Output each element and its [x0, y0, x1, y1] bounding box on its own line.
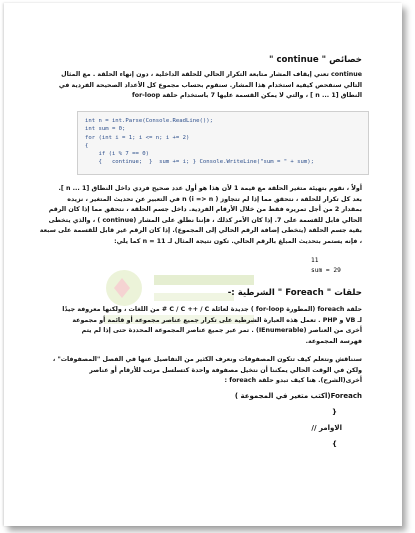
code-line: { [85, 142, 89, 149]
text-line: لـ VB و PHP . تعمل هذه العبارة الشرطية على تكرار جميع عناصر مجموعة أو قائمة أو مجموعة [72, 316, 362, 324]
document-page [4, 3, 402, 526]
paragraph-foreach-intro [34, 305, 362, 347]
text-line: التالي سنفحص كيفية استخدام هذا المشار. سنقوم بحساب مجموع كل الأعداد الصحيحة الفردية في [58, 81, 362, 89]
paragraph-arrays [34, 355, 362, 387]
text-line: أخرى(الشرح). هنا كيف تبدو حلقة foreach : [224, 377, 362, 385]
code-line: int sum = 0; [85, 126, 126, 133]
code-line: for (int i = 1; i <= n; i += 2) [85, 134, 190, 141]
code-line: int n = int.Parse(Console.ReadLine()); [85, 118, 213, 124]
text-line: حلقة foreach (المطورة for-loop ) جديدة لعائلة C / C ++ / C # من اللغات ، ولكنها معروفة جيدًا [62, 306, 362, 313]
section-title-foreach: حلقات " Foreach " الشرطية :- [227, 288, 362, 298]
text-line: أخرى من العناصر (IEnumerable) . تمر عبر جميع عناصر المجموعة المحددة حتى إذا لم يتم [81, 327, 362, 335]
code-line: if (i % 7 == 0) [85, 151, 149, 158]
code-line: { continue; } sum += i; } Console.WriteLine("sum = " + sum); [85, 159, 315, 166]
text-line: بعد كل تكرار للحلقة ، نتحقق مما إذا لم تتجاوز n (i => n ) في التعبير عن تحديث المتغير ، نزيده [67, 195, 362, 203]
foreach-syntax-brace-open: } [332, 408, 337, 416]
text-line: ، فإنه يستمر بتحديث المبلغ بالرقم الحالي. تكون نتيجة المثال لـ n = 11 كما يلي: [114, 237, 362, 245]
program-output [311, 256, 341, 276]
foreach-syntax-head: Foreach(اكتب متغير في المجموعة ) [234, 392, 362, 400]
section-title-continue: خصائص " continue " [268, 55, 362, 65]
foreach-syntax-body: الاوامر // [311, 424, 342, 432]
text-line: سنناقش ونتعلم كيف تتكون المصفوفات ونعرف الكثير من التفاصيل عنها في الفصل "المصفوفات" ، [52, 356, 362, 363]
code-block [77, 111, 369, 175]
paragraph-explanation [34, 184, 362, 248]
paragraph-continue-intro [34, 70, 362, 102]
text-line: بمقدار 2 من أجل تمريره فقط من خلال الأرقام الفردية. داخل جسم الحلقة ، نتحقق مما إذا كان الرقم [48, 206, 362, 214]
text-line: فهرسة المجموعة. [305, 337, 362, 345]
foreach-syntax-brace-close: { [332, 440, 337, 448]
text-line: النطاق [1 ... n ] ، والتي لا يمكن القسمة عليها 7 باستخدام حلقة for-loop [132, 92, 362, 100]
text-line: أولاً ، نقوم بتهيئة متغير الحلقة مع قيمة 1 لأن هذا هو أول عدد صحيح فردي داخل النطاق [1 ... n ]. [58, 185, 362, 192]
text-line: continue تعني إيقاف المشار متابعة التكرار الحالي للحلقة الداخلية ، دون إنهاء الحلقة . مع المثال [61, 71, 362, 78]
text-line: الحالي قابل للقسمة على 7. إذا كان الأمر كذلك ، فإننا نطلق على المشار (continue ) ، والذي يتخطى [48, 216, 362, 224]
text-line: ولكن في الوقت الحالي يمكننا أن نتخيل مصفوفة واحدة كتسلسل مرتب للأرقام أو عناصر [89, 366, 362, 374]
output-line: 11 [311, 257, 319, 264]
output-line: sum = 29 [311, 267, 341, 274]
text-line: بقية جسم الحلقة (يتخطى إضافة الرقم الحالي إلى المجموع). إذا كان الرقم غير قابل للقسمة على سبعة [39, 227, 362, 235]
